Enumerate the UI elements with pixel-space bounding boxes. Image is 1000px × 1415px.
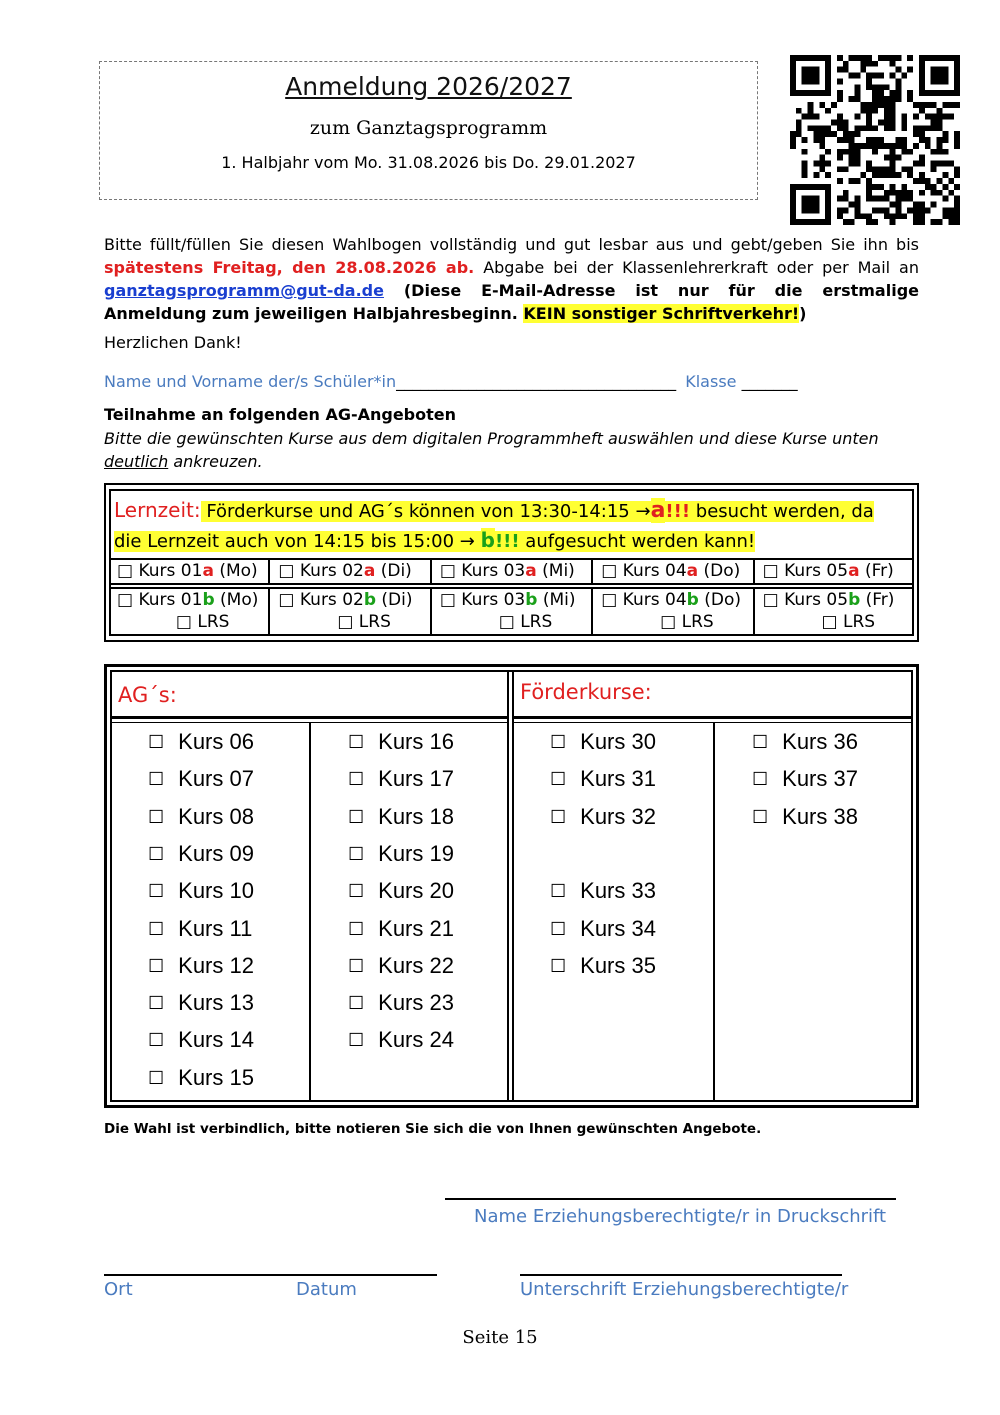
signature-label: Unterschrift Erziehungsberechtigte/r xyxy=(520,1279,849,1300)
guardian-name-label: Name Erziehungsberechtigte/r in Druckschrift xyxy=(474,1206,887,1227)
option-label: □ Kurs 03 xyxy=(439,590,526,610)
thanks-text: Herzlichen Dank! xyxy=(104,333,242,352)
course-checkbox-item[interactable] xyxy=(148,1027,254,1053)
course-label: Kurs 10 xyxy=(178,878,254,904)
course-label: Kurs 38 xyxy=(782,803,858,829)
course-label: Kurs 23 xyxy=(378,990,454,1016)
course-checkbox-item[interactable] xyxy=(550,916,656,942)
checkbox-icon[interactable]: ☐ xyxy=(550,769,567,790)
checkbox-icon[interactable]: ☐ xyxy=(348,806,365,827)
page-title: Anmeldung 2026/2027 xyxy=(285,72,572,101)
option-letter: b xyxy=(848,590,861,610)
checkbox-icon[interactable]: ☐ xyxy=(550,881,567,902)
checkbox-icon[interactable]: ☐ xyxy=(148,881,165,902)
course-label: Kurs 06 xyxy=(178,729,254,754)
course-checkbox-item[interactable] xyxy=(550,953,656,979)
option-day: (Di) xyxy=(375,561,412,581)
class-label: Klasse xyxy=(685,372,737,391)
lernzeit-option-b[interactable] xyxy=(270,589,431,636)
course-checkbox-item[interactable] xyxy=(148,766,254,792)
course-checkbox-item[interactable] xyxy=(348,878,454,904)
option-day: (Di) xyxy=(376,590,413,610)
course-checkbox-item[interactable] xyxy=(148,878,254,904)
course-checkbox-item[interactable] xyxy=(348,953,454,979)
lrs-checkbox[interactable]: □ LRS xyxy=(337,612,391,632)
option-day: (Mo) xyxy=(214,590,259,610)
lrs-checkbox[interactable]: □ LRS xyxy=(498,612,553,632)
divider xyxy=(112,716,508,719)
course-checkbox-item[interactable] xyxy=(752,766,858,792)
checkbox-icon[interactable]: ☐ xyxy=(348,881,365,902)
course-checkbox-item[interactable] xyxy=(148,804,254,830)
course-checkbox-item[interactable] xyxy=(348,766,454,792)
checkbox-icon[interactable]: ☐ xyxy=(348,955,365,976)
instruction-text-2: ankreuzen. xyxy=(168,452,263,471)
foerder-title: Förderkurse: xyxy=(520,680,652,704)
course-checkbox-item[interactable] xyxy=(550,766,656,792)
course-label: Kurs 37 xyxy=(782,766,858,792)
binding-note: Die Wahl ist verbindlich, bitte notieren Sie sich die von Ihnen gewünschten Angebote. xyxy=(104,1121,762,1137)
course-label: Kurs 24 xyxy=(378,1027,454,1053)
page-subtitle: zum Ganztagsprogramm xyxy=(309,117,548,139)
course-checkbox-item[interactable] xyxy=(550,729,656,755)
lrs-checkbox[interactable]: □ LRS xyxy=(821,612,876,632)
checkbox-icon[interactable]: ☐ xyxy=(348,732,365,752)
checkbox-icon[interactable]: ☐ xyxy=(148,843,165,864)
lernzeit-option-b[interactable] xyxy=(109,589,270,636)
checkbox-icon[interactable]: ☐ xyxy=(148,769,165,790)
option-day: (Do) xyxy=(698,561,741,581)
course-checkbox-item[interactable] xyxy=(148,953,254,979)
offers-instruction xyxy=(104,427,919,473)
instruction-underlined: deutlich xyxy=(104,452,169,471)
student-name-label: Name und Vorname der/s Schüler*in xyxy=(104,372,397,391)
lernzeit-label: Lernzeit: xyxy=(114,498,201,522)
course-label: Kurs 33 xyxy=(580,878,656,904)
checkbox-icon[interactable]: ☐ xyxy=(148,806,165,827)
course-checkbox-item[interactable] xyxy=(550,804,656,830)
option-letter: b xyxy=(525,590,538,610)
lernzeit-option-a[interactable] xyxy=(270,560,431,583)
lernzeit-option-a[interactable] xyxy=(755,560,914,583)
lernzeit-option-a[interactable] xyxy=(593,560,754,583)
option-day: (Fr) xyxy=(860,590,895,610)
intro-text-1: Bitte füllt/füllen Sie diesen Wahlbogen vollständig und gut lesbar aus und gebt/geben Sie ihn bis xyxy=(104,235,919,254)
course-label: Kurs 17 xyxy=(378,766,454,792)
student-name-line xyxy=(104,372,919,391)
course-checkbox-item[interactable] xyxy=(752,729,858,755)
student-name-field[interactable]: ___________________________________ xyxy=(396,372,677,391)
divider xyxy=(512,672,514,1100)
lernzeit-b-mark: b xyxy=(480,528,495,552)
lernzeit-text-3: die Lernzeit auch von 14:15 bis 15:00 xyxy=(114,531,460,552)
option-day: (Do) xyxy=(698,590,741,610)
course-label: Kurs 15 xyxy=(178,1064,254,1090)
option-label: □ Kurs 05 xyxy=(762,561,849,581)
course-label: Kurs 30 xyxy=(580,729,656,754)
checkbox-icon[interactable]: ☐ xyxy=(752,806,769,827)
course-label: Kurs 08 xyxy=(178,803,254,829)
course-checkbox-item[interactable] xyxy=(348,729,454,755)
guardian-name-line[interactable] xyxy=(445,1198,896,1200)
course-label: Kurs 09 xyxy=(178,840,254,866)
signature-line[interactable] xyxy=(520,1274,842,1276)
course-label: Kurs 11 xyxy=(178,915,253,941)
checkbox-icon[interactable]: ☐ xyxy=(148,955,165,976)
course-checkbox-item[interactable] xyxy=(348,804,454,830)
lernzeit-option-b[interactable] xyxy=(593,589,754,636)
option-day: (Mi) xyxy=(536,561,575,581)
checkbox-icon[interactable]: ☐ xyxy=(348,918,365,939)
option-day: (Fr) xyxy=(859,561,894,581)
option-letter: a xyxy=(202,561,214,581)
option-letter: a xyxy=(363,561,376,581)
course-checkbox-item[interactable] xyxy=(148,916,252,942)
no-correspondence-note: KEIN sonstiger Schriftverkehr! xyxy=(523,304,800,323)
course-label: Kurs 22 xyxy=(378,952,454,978)
course-label: Kurs 21 xyxy=(378,915,454,941)
lernzeit-a-exclaim: !!! xyxy=(665,501,691,522)
checkbox-icon[interactable]: ☐ xyxy=(550,955,567,976)
course-label: Kurs 19 xyxy=(378,840,454,866)
page-number: Seite 15 xyxy=(462,1327,538,1348)
checkbox-icon[interactable]: ☐ xyxy=(550,918,567,939)
option-label: □ Kurs 05 xyxy=(762,590,849,610)
arrow-icon: → xyxy=(635,501,651,522)
checkbox-icon[interactable]: ☐ xyxy=(752,732,769,752)
arrow-icon: → xyxy=(459,531,475,552)
offers-heading: Teilnahme an folgenden AG-Angeboten xyxy=(104,405,457,424)
option-letter: a xyxy=(848,561,860,581)
course-label: Kurs 12 xyxy=(178,952,254,978)
place-label: Ort xyxy=(104,1279,133,1300)
checkbox-icon[interactable]: ☐ xyxy=(550,806,567,827)
checkbox-icon[interactable]: ☐ xyxy=(348,993,365,1014)
course-label: Kurs 36 xyxy=(782,729,858,754)
email-note: (Diese E-Mail-Adresse ist nur für die erstmalige Anmeldung zum jeweiligen Halbjahresbeginn. xyxy=(104,281,919,323)
option-letter: a xyxy=(525,561,537,581)
lernzeit-info xyxy=(114,496,904,556)
course-label: Kurs 32 xyxy=(580,803,656,829)
checkbox-icon[interactable]: ☐ xyxy=(348,769,365,790)
lernzeit-b-exclaim: !!! xyxy=(494,531,520,552)
course-label: Kurs 14 xyxy=(178,1027,254,1053)
divider xyxy=(514,722,911,723)
checkbox-icon[interactable]: ☐ xyxy=(148,993,165,1014)
course-checkbox-item[interactable] xyxy=(348,841,454,867)
place-date-line[interactable] xyxy=(104,1274,437,1276)
course-label: Kurs 34 xyxy=(580,915,656,941)
option-label: □ Kurs 02 xyxy=(278,590,364,610)
divider xyxy=(514,716,911,719)
divider xyxy=(112,722,508,723)
option-label: □ Kurs 02 xyxy=(278,561,364,581)
checkbox-icon[interactable]: ☐ xyxy=(148,918,165,939)
option-letter: b xyxy=(363,590,377,610)
option-label: □ Kurs 01 xyxy=(117,561,203,581)
lernzeit-text-4: aufgesucht werden kann! xyxy=(519,531,756,552)
checkbox-icon[interactable]: ☐ xyxy=(148,1067,165,1088)
intro-text-2: Abgabe bei der Klassenlehrerkraft oder per Mail an xyxy=(474,258,920,277)
option-day: (Mi) xyxy=(537,590,576,610)
course-checkbox-item[interactable] xyxy=(148,1065,254,1091)
lernzeit-text-1: Förderkurse und AG´s können von 13:30-14:15 xyxy=(200,501,636,522)
course-checkbox-item[interactable] xyxy=(752,804,858,830)
checkbox-icon[interactable]: ☐ xyxy=(550,732,567,752)
checkbox-icon[interactable]: ☐ xyxy=(148,1030,165,1051)
lernzeit-option-a[interactable] xyxy=(109,560,270,583)
lernzeit-a-mark: a xyxy=(650,498,666,523)
course-label: Kurs 18 xyxy=(378,803,454,829)
course-checkbox-item[interactable] xyxy=(148,841,254,867)
ag-title: AG´s: xyxy=(118,683,177,707)
email-link[interactable]: ganztagsprogramm@gut-da.de xyxy=(104,281,384,300)
lernzeit-row-b xyxy=(109,587,914,636)
lernzeit-option-b[interactable] xyxy=(755,589,914,636)
deadline-text: spätestens Freitag, den 28.08.2026 ab. xyxy=(104,258,475,277)
note-end: ) xyxy=(799,304,807,323)
lrs-checkbox[interactable]: □ LRS xyxy=(175,612,230,632)
course-label: Kurs 07 xyxy=(178,766,254,792)
intro-paragraph xyxy=(104,233,919,325)
course-label: Kurs 20 xyxy=(378,878,454,904)
course-label: Kurs 35 xyxy=(580,952,656,978)
date-label: Datum xyxy=(296,1279,357,1300)
option-letter: a xyxy=(686,561,699,581)
class-field[interactable]: _______ xyxy=(741,372,798,391)
option-label: □ Kurs 04 xyxy=(601,590,687,610)
course-checkbox-item[interactable] xyxy=(348,1027,454,1053)
option-label: □ Kurs 04 xyxy=(601,561,687,581)
checkbox-icon[interactable]: ☐ xyxy=(348,1030,365,1051)
course-label: Kurs 31 xyxy=(580,766,656,792)
course-checkbox-item[interactable] xyxy=(348,990,454,1016)
option-label: □ Kurs 01 xyxy=(117,590,203,610)
checkbox-icon[interactable]: ☐ xyxy=(348,843,365,864)
lernzeit-text-2: besucht werden, da xyxy=(690,501,874,522)
checkbox-icon[interactable]: ☐ xyxy=(148,732,165,752)
course-checkbox-item[interactable] xyxy=(550,878,656,904)
lrs-checkbox[interactable]: □ LRS xyxy=(660,612,714,632)
option-day: (Mo) xyxy=(213,561,258,581)
course-checkbox-item[interactable] xyxy=(348,916,454,942)
course-label: Kurs 13 xyxy=(178,990,254,1016)
divider xyxy=(713,722,715,1100)
course-label: Kurs 16 xyxy=(378,729,454,754)
lernzeit-row-a xyxy=(109,558,914,585)
option-letter: b xyxy=(202,590,215,610)
course-checkbox-item[interactable] xyxy=(148,729,254,755)
lernzeit-option-a[interactable] xyxy=(432,560,593,583)
period-text: 1. Halbjahr vom Mo. 31.08.2026 bis Do. 29.01.2027 xyxy=(221,153,636,172)
divider xyxy=(309,722,311,1100)
checkbox-icon[interactable]: ☐ xyxy=(752,769,769,790)
lernzeit-option-b[interactable] xyxy=(432,589,593,636)
divider xyxy=(507,672,509,1100)
instruction-text-1: Bitte die gewünschten Kurse aus dem digitalen Programmheft auswählen und diese Kurse unten xyxy=(104,429,879,448)
course-checkbox-item[interactable] xyxy=(148,990,254,1016)
qr-code-icon xyxy=(787,55,963,225)
option-label: □ Kurs 03 xyxy=(439,561,526,581)
option-letter: b xyxy=(686,590,699,610)
